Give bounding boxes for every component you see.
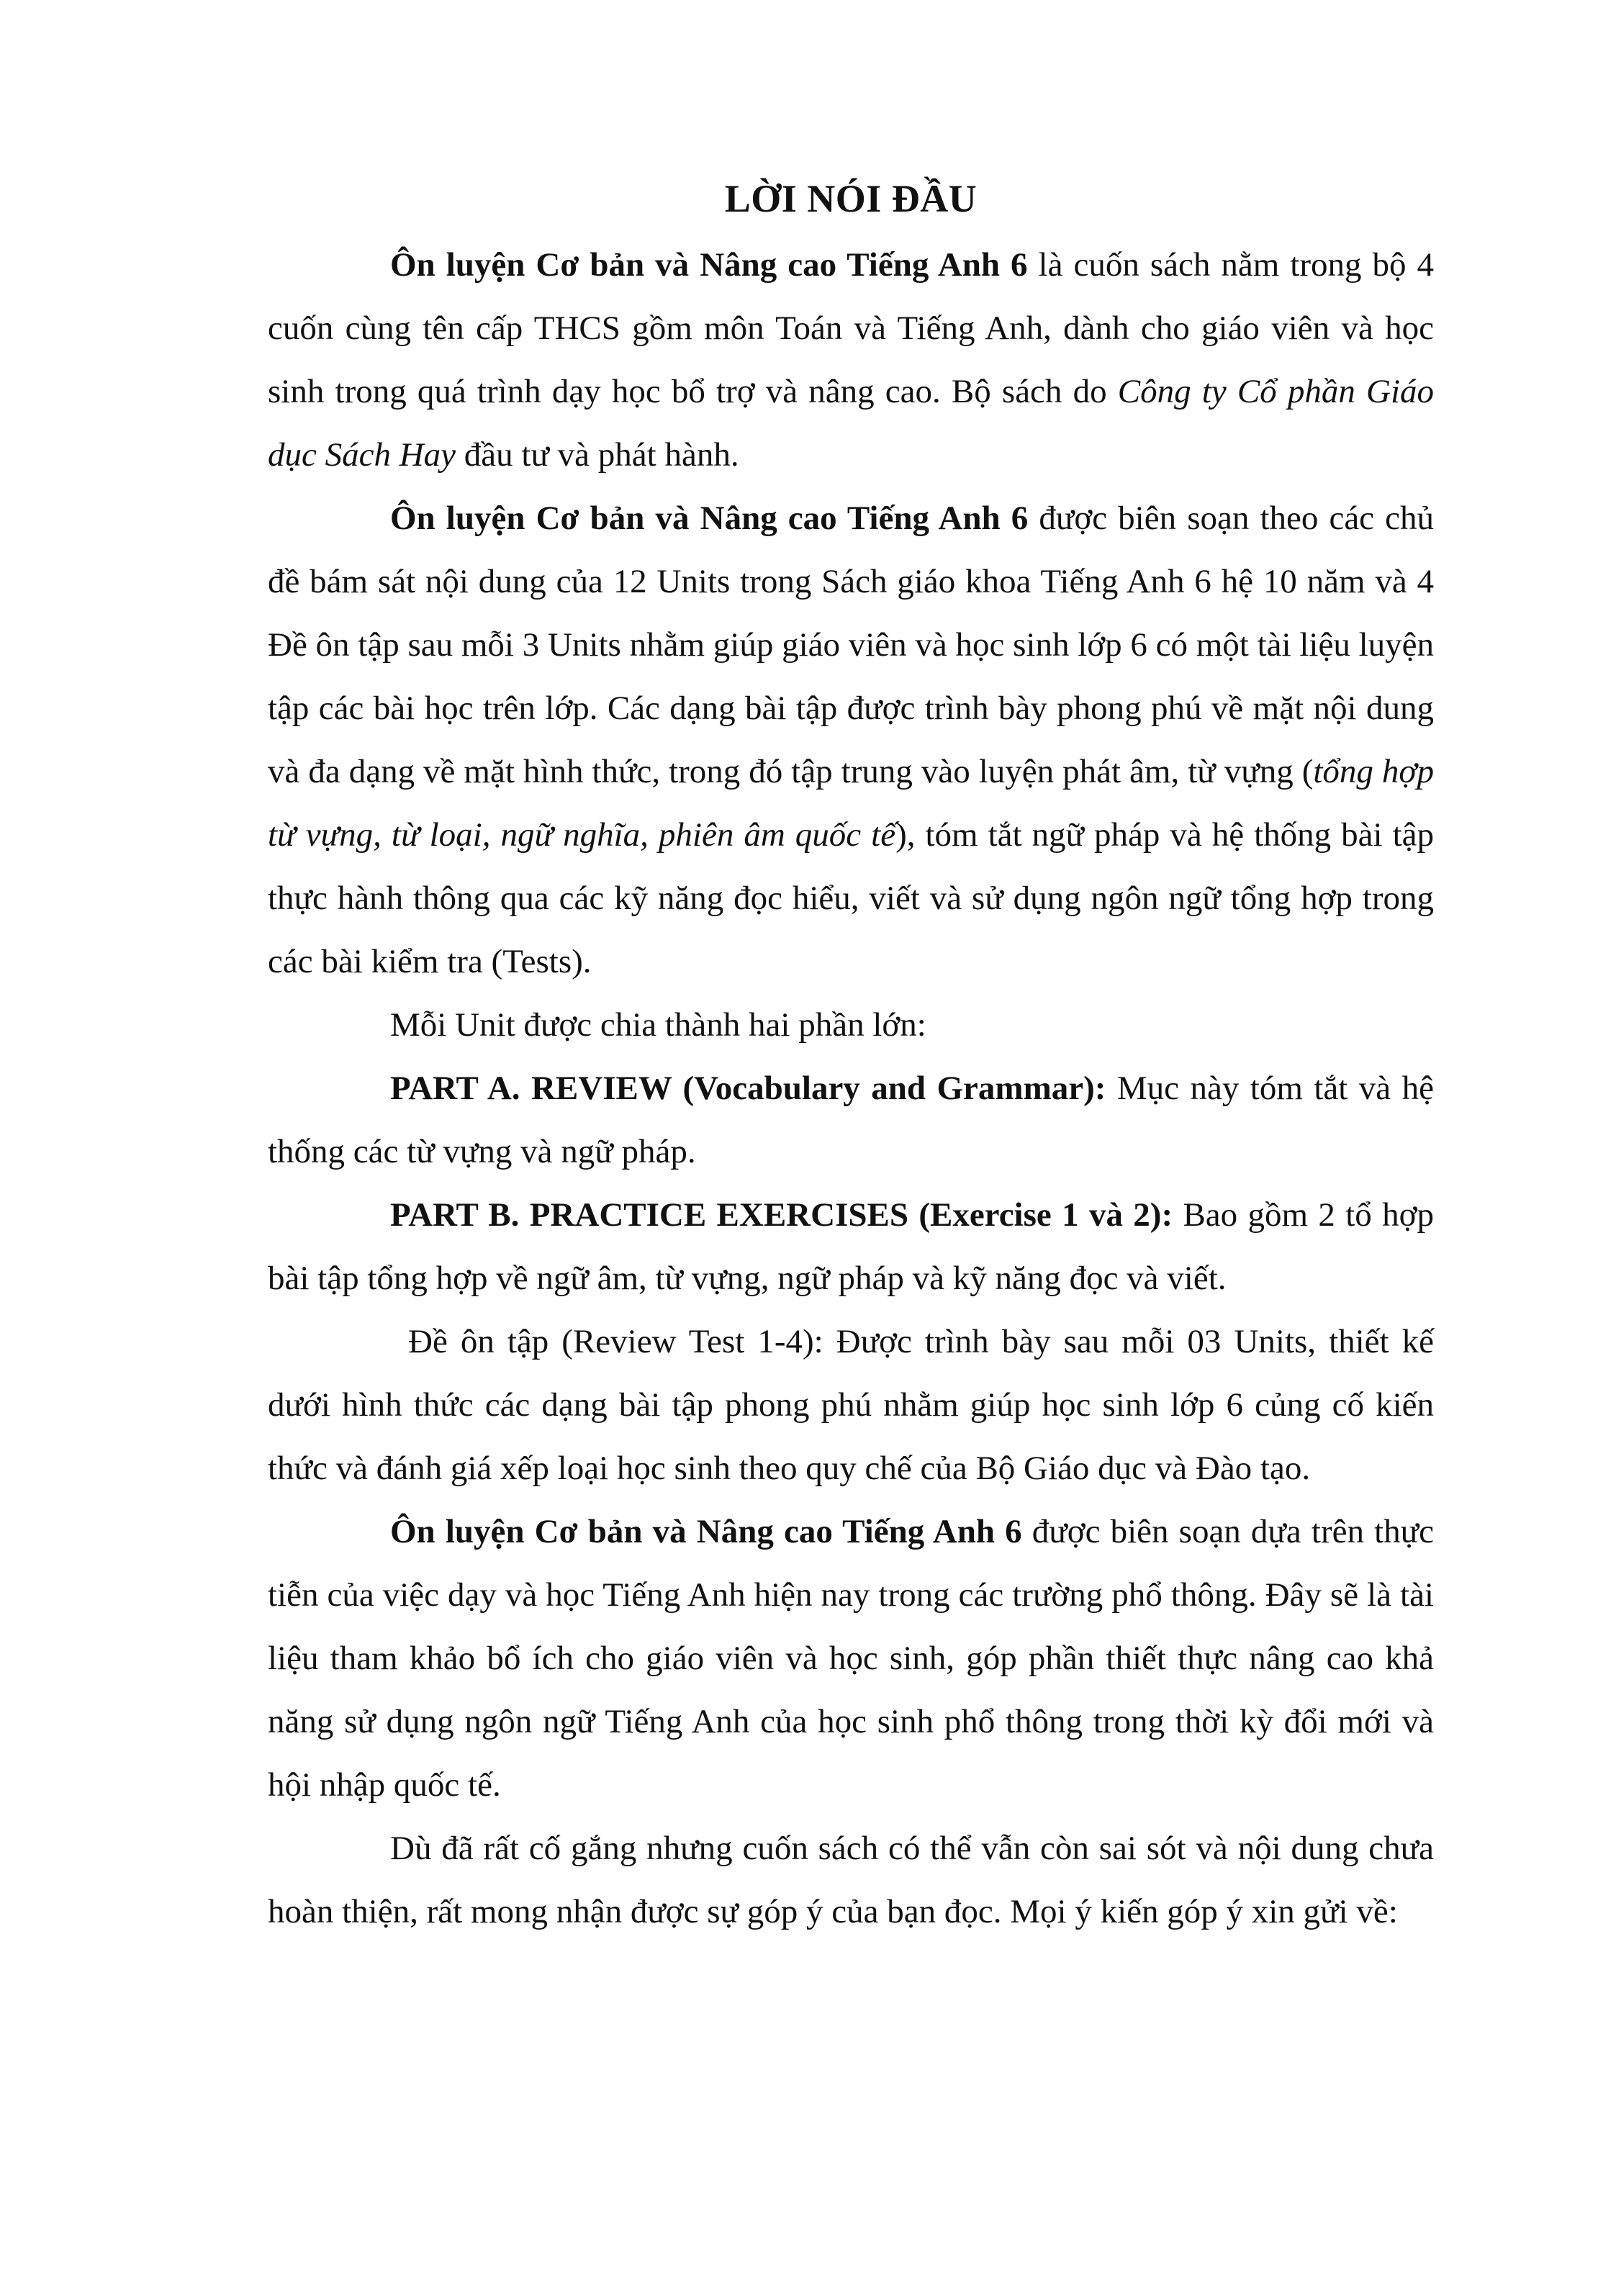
paragraph-intro [268, 233, 1434, 487]
publisher-name: Công ty Cổ phần Giáo dục Sách Hay [268, 373, 1434, 474]
paragraph-part-b [268, 1183, 1434, 1310]
paragraph-text: được biên soạn dựa trên thực tiễn của việc dạy và học Tiếng Anh hiện nay trong các trường phổ thông. Đây sẽ là tài liệu tham khảo bổ ích cho giáo viên và học sinh, góp phần thiết thực nâng cao khả năng sử dụng ngôn ngữ Tiếng Anh của học sinh phổ thông trong thời kỳ đổi mới và hội nhập quốc tế. [268, 1513, 1435, 1804]
vocabulary-topics: tổng hợp từ vựng, từ loại, ngữ nghĩa, phiên âm quốc tế [268, 753, 1434, 854]
book-title-bold: Ôn luyện Cơ bản và Nâng cao Tiếng Anh 6 [390, 1513, 1022, 1550]
book-title-bold: Ôn luyện Cơ bản và Nâng cao Tiếng Anh 6 [390, 246, 1028, 284]
paragraph-text: Bao gồm 2 tổ hợp bài tập tổng hợp về ngữ âm, từ vựng, ngữ pháp và kỹ năng đọc và viết. [268, 1196, 1435, 1297]
book-title-bold: Ôn luyện Cơ bản và Nâng cao Tiếng Anh 6 [390, 500, 1029, 537]
part-b-heading: PART B. PRACTICE EXERCISES (Exercise 1 và 2): [390, 1196, 1173, 1234]
paragraph-text: đầu tư và phát hành. [456, 436, 739, 474]
paragraph-part-a [268, 1057, 1434, 1183]
paragraph-feedback: Dù đã rất cố gắng nhưng cuốn sách có thể vẫn còn sai sót và nội dung chưa hoàn thiện, rất mong nhận được sự góp ý của bạn đọc. Mọi ý kiến góp ý xin gửi về: [268, 1830, 1434, 1930]
paragraph-text: được biên soạn theo các chủ đề bám sát nội dung của 12 Units trong Sách giáo khoa Tiếng Anh 6 hệ 10 năm và 4 Đề ôn tập sau mỗi 3 Units nhằm giúp giáo viên và học sinh lớp 6 có một tài liệu luyện tập các bài học trên lớp. Các dạng bài tập được trình bày phong phú về mặt nội dung và đa dạng về mặt hình thức, trong đó tập trung vào luyện phát âm, từ vựng ( [268, 500, 1434, 790]
paragraph-purpose [268, 1500, 1434, 1817]
paragraph-unit-structure: Mỗi Unit được chia thành hai phần lớn: [390, 1006, 926, 1044]
paragraph-text: là cuốn sách nằm trong bộ 4 cuốn cùng tên cấp THCS gồm môn Toán và Tiếng Anh, dành cho giáo viên và học sinh trong quá trình dạy học bổ trợ và nâng cao. Bộ sách do [268, 246, 1435, 410]
document-page [268, 167, 1434, 1943]
paragraph-text: ), tóm tắt ngữ pháp và hệ thống bài tập thực hành thông qua các kỹ năng đọc hiểu, viết và sử dụng ngôn ngữ tổng hợp trong các bài kiểm tra (Tests). [268, 816, 1434, 980]
page-title: LỜI NÓI ĐẦU [724, 177, 978, 220]
part-a-heading: PART A. REVIEW (Vocabulary and Grammar): [390, 1070, 1106, 1107]
paragraph-review-tests: Đề ôn tập (Review Test 1-4): Được trình bày sau mỗi 03 Units, thiết kế dưới hình thức các dạng bài tập phong phú nhằm giúp học sinh lớp 6 củng cố kiến thức và đánh giá xếp loại học sinh theo quy chế của Bộ Giáo dục và Đào tạo. [268, 1323, 1434, 1487]
paragraph-content [268, 487, 1434, 993]
paragraph-text: Mục này tóm tắt và hệ thống các từ vựng và ngữ pháp. [268, 1070, 1434, 1170]
